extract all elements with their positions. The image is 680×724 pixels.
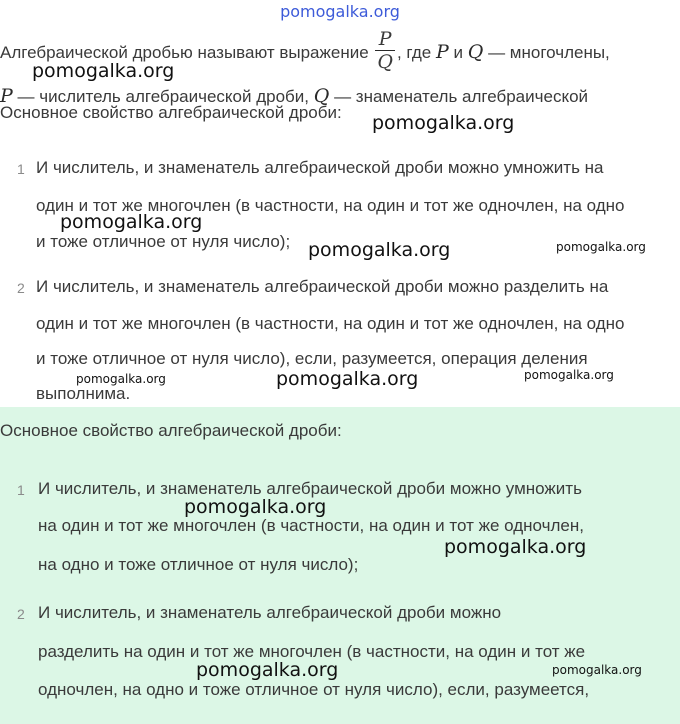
watermark-text: pomogalka.org — [308, 239, 451, 261]
intro-text: — многочлены, — [488, 43, 610, 62]
list-item-text: И числитель, и знаменатель алгебраической дроби можно умножить — [38, 479, 582, 498]
watermark-text: pomogalka.org — [32, 60, 175, 82]
list-item-text: разделить на один и тот же многочлен (в частности, на один и тот же — [38, 642, 586, 661]
watermark-text: pomogalka.org — [276, 368, 419, 390]
section-heading: Основное свойство алгебраической дроби: — [0, 103, 342, 122]
variable-p: P — [435, 41, 449, 63]
intro-text: — знаменатель алгебраической — [334, 87, 589, 106]
list-item-text: и тоже отличное от нуля число); — [36, 232, 291, 251]
list-item-number: 2 — [17, 606, 25, 622]
list-item-number: 1 — [17, 482, 25, 498]
list-item-number: 1 — [17, 161, 25, 177]
watermark-top-link[interactable]: pomogalka.org — [280, 2, 400, 21]
list-item-text: И числитель, и знаменатель алгебраической дроби можно разделить на — [36, 277, 609, 296]
list-item-text: один и тот же многочлен (в частности, на один и тот же одночлен, на одно — [36, 314, 625, 333]
list-item-number: 2 — [17, 280, 25, 296]
fraction-p-over-q — [375, 28, 395, 73]
intro-text: , где — [396, 43, 432, 62]
intro-text: и — [453, 43, 464, 62]
fraction-numerator: P — [375, 28, 395, 51]
watermark-text: pomogalka.org — [196, 659, 339, 681]
variable-p: P — [0, 85, 13, 107]
watermark-text: pomogalka.org — [184, 496, 327, 518]
intro-text: — числитель алгебраической дроби, — [17, 87, 310, 106]
watermark-text: pomogalka.org — [60, 211, 203, 233]
watermark-text: pomogalka.org — [556, 240, 646, 254]
watermark-text: pomogalka.org — [444, 536, 587, 558]
list-item-text: и тоже отличное от нуля число), если, разумеется, операция деления — [36, 349, 588, 368]
watermark-text: pomogalka.org — [76, 372, 166, 386]
fraction-denominator: Q — [377, 51, 393, 74]
list-item-text: на один и тот же многочлен (в частности, на один и тот же одночлен, — [38, 516, 584, 535]
list-item-text: И числитель, и знаменатель алгебраической дроби можно — [38, 603, 502, 622]
intro-text: Алгебраической дробью называют выражение — [0, 43, 369, 62]
section-heading: Основное свойство алгебраической дроби: — [0, 421, 342, 440]
variable-q: Q — [467, 41, 484, 63]
list-item-text: И числитель, и знаменатель алгебраической дроби можно умножить на — [36, 158, 604, 177]
list-item-text: на одно и тоже отличное от нуля число); — [38, 555, 359, 574]
watermark-text: pomogalka.org — [524, 368, 614, 382]
watermark-text: pomogalka.org — [552, 663, 642, 677]
watermark-text: pomogalka.org — [372, 112, 515, 134]
variable-q: Q — [313, 85, 330, 107]
list-item-text: один и тот же многочлен (в частности, на один и тот же одночлен, на одно — [36, 196, 625, 215]
list-item-text: одночлен, на одно и тоже отличное от нуля число), если, разумеется, — [38, 680, 590, 699]
list-item-text: выполнима. — [36, 384, 131, 403]
